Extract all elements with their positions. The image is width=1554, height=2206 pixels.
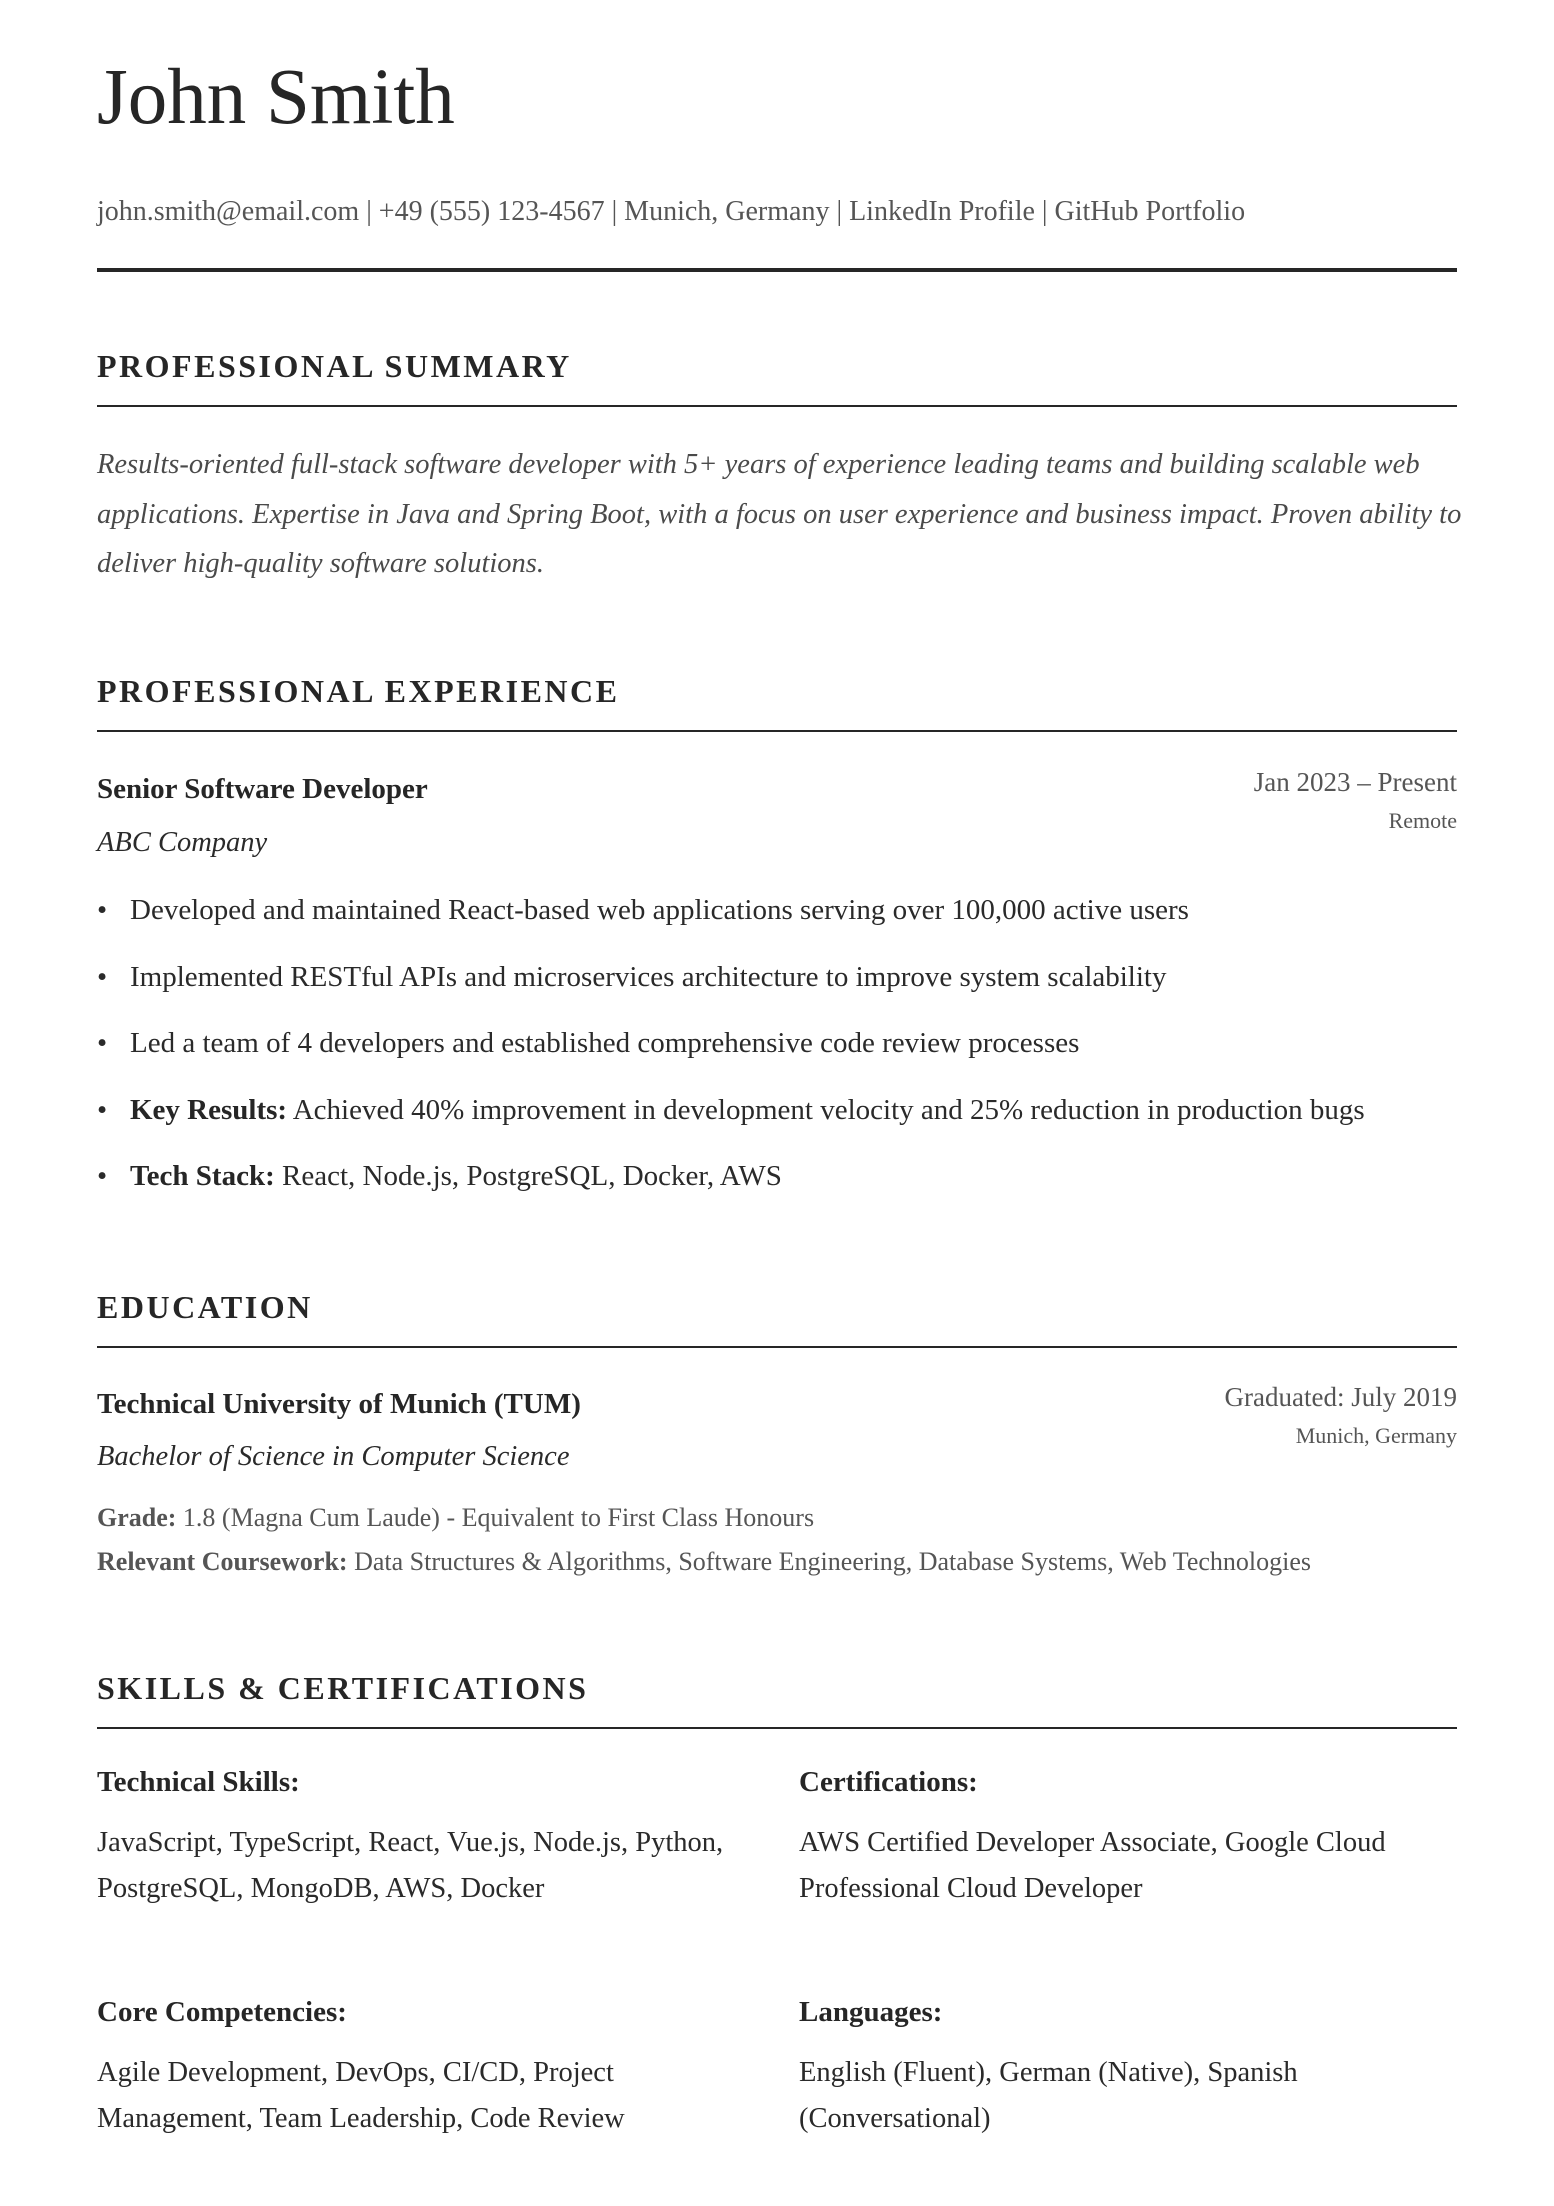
tech-stack-text: React, Node.js, PostgreSQL, Docker, AWS <box>274 1160 782 1192</box>
coursework-value: Data Structures & Algorithms, Software Engineering, Database Systems, Web Technologies <box>347 1547 1312 1576</box>
coursework-label: Relevant Coursework: <box>97 1547 348 1576</box>
bullet-icon: • <box>97 960 108 993</box>
graduation-date: Graduated: July 2019 <box>1224 1382 1457 1412</box>
job-location: Remote <box>1388 808 1457 833</box>
bullet-icon: • <box>97 894 108 926</box>
bullet-icon: • <box>97 1160 108 1192</box>
job-dates: Jan 2023 – Present <box>1253 767 1457 797</box>
technical-skills-text: JavaScript, TypeScript, React, Vue.js, Node.js, Python, PostgreSQL, MongoDB, AWS, Docker <box>97 1827 724 1904</box>
summary-divider <box>97 405 1457 407</box>
languages-label: Languages: <box>799 1996 943 2028</box>
bullet-text: Led a team of 4 developers and established comprehensive code review processes <box>130 1027 1080 1059</box>
key-results-text: Achieved 40% improvement in development velocity and 25% reduction in production bugs <box>287 1093 1365 1126</box>
core-competencies-text: Agile Development, DevOps, CI/CD, Project Management, Team Leadership, Code Review <box>97 2057 625 2134</box>
skills-heading: SKILLS & CERTIFICATIONS <box>97 1670 589 1706</box>
education-heading: EDUCATION <box>97 1289 313 1325</box>
bullet-icon: • <box>97 1093 108 1126</box>
job-company: ABC Company <box>97 827 268 858</box>
grade-value: 1.8 (Magna Cum Laude) - Equivalent to First Class Honours <box>176 1503 815 1532</box>
summary-heading: PROFESSIONAL SUMMARY <box>97 348 572 384</box>
technical-skills-label: Technical Skills: <box>97 1766 300 1798</box>
grade-label: Grade: <box>97 1503 177 1532</box>
contact-line: john.smith@email.com | +49 (555) 123-4567 | Munich, Germany | LinkedIn Profile | GitHub Portfolio <box>97 196 1246 227</box>
certifications-text: AWS Certified Developer Associate, Google Cloud Professional Cloud Developer <box>799 1827 1386 1904</box>
certifications-label: Certifications: <box>799 1766 978 1798</box>
core-competencies-label: Core Competencies: <box>97 1996 347 2028</box>
list-item <box>97 1023 1477 1090</box>
languages-text: English (Fluent), German (Native), Spanish (Conversational) <box>799 2057 1298 2134</box>
bullet-text: Implemented RESTful APIs and microservices architecture to improve system scalability <box>130 960 1167 993</box>
job-bullets <box>97 890 1477 1223</box>
list-item <box>97 890 1477 957</box>
list-item <box>97 1090 1477 1157</box>
experience-heading: PROFESSIONAL EXPERIENCE <box>97 673 620 709</box>
school-location: Munich, Germany <box>1295 1423 1457 1448</box>
list-item <box>97 1156 1477 1223</box>
candidate-name: John Smith <box>97 54 455 141</box>
skills-divider <box>97 1727 1457 1729</box>
list-item <box>97 957 1477 1024</box>
tech-stack-label: Tech Stack: <box>130 1160 275 1192</box>
header-divider <box>97 268 1457 272</box>
job-title: Senior Software Developer <box>97 773 428 805</box>
school-name: Technical University of Munich (TUM) <box>97 1388 581 1420</box>
bullet-text: Developed and maintained React-based web applications serving over 100,000 active users <box>130 894 1189 926</box>
experience-divider <box>97 730 1457 732</box>
summary-text: Results-oriented full-stack software developer with 5+ years of experience leading teams and building scalable web applications. Expertise in Java and Spring Boot, with a focus on user experience and business impact. Proven ability to deliver high-quality software solutions. <box>97 449 1462 579</box>
key-results-label: Key Results: <box>130 1093 288 1126</box>
grade-line <box>97 1503 814 1533</box>
degree-name: Bachelor of Science in Computer Science <box>97 1441 570 1472</box>
education-divider <box>97 1346 1457 1348</box>
coursework-line <box>97 1547 1311 1577</box>
bullet-icon: • <box>97 1027 108 1059</box>
